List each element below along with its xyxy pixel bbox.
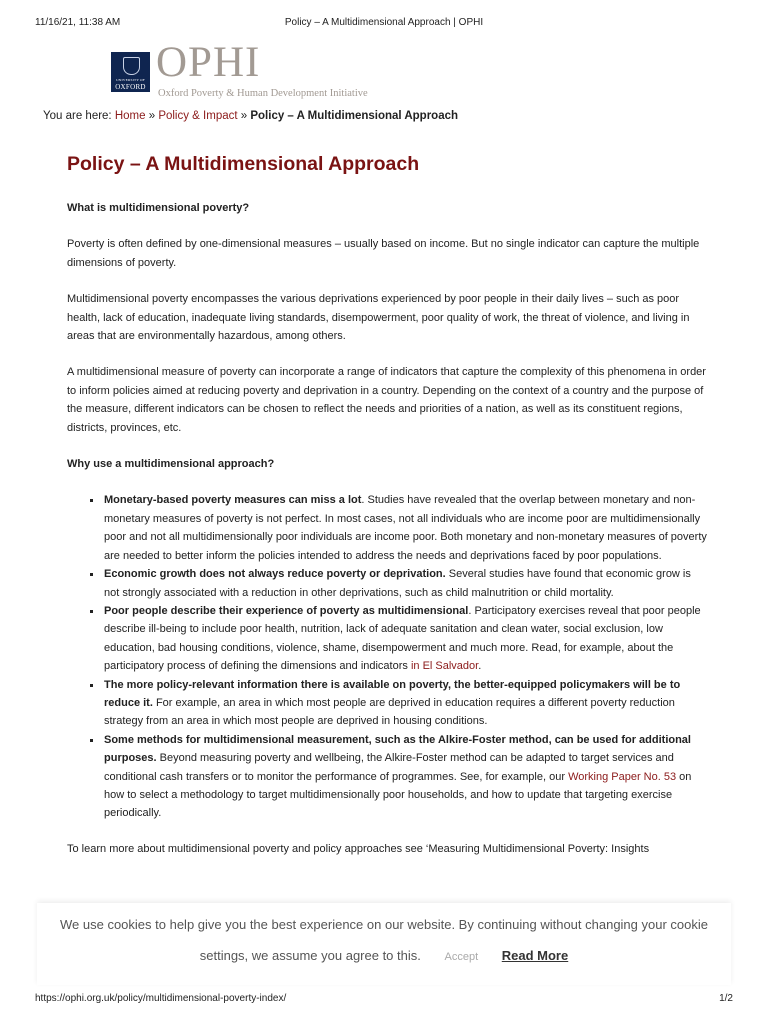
paragraph-deprivations: Multidimensional poverty encompasses the various deprivations experienced by poor people in their daily lives – such as poor health, lack of education, inadequate living standards, disempowerment, poor quality of work, the threat of violence, and living in areas that are environmentally hazardous, among others. (67, 293, 690, 343)
list-item-bold: Economic growth does not always reduce poverty or deprivation. (104, 568, 446, 581)
breadcrumb (43, 110, 458, 122)
paragraph-measure: A multidimensional measure of poverty can incorporate a range of indicators that capture the complexity of this phenomena in order to inform policies aimed at reducing poverty and deprivation in a country. Depending on the context of a country and the purpose of the measure, different indicators can be chosen to reflect the needs and priorities of a nation, as well as its constituent regions, districts, provinces, etc. (67, 366, 706, 434)
breadcrumb-prefix: You are here: (43, 110, 115, 122)
oxford-university-line: UNIVERSITY OF (116, 78, 145, 82)
list-item (104, 602, 707, 676)
section-heading-why: Why use a multidimensional approach? (67, 458, 275, 471)
list-item (104, 676, 707, 731)
site-logo[interactable] (111, 39, 411, 105)
list-item (104, 731, 707, 823)
page-title: Policy – A Multidimensional Approach (67, 153, 420, 175)
breadcrumb-section-link[interactable]: Policy & Impact (158, 110, 238, 122)
bullet-icon (90, 684, 93, 687)
list-item-text: Beyond measuring poverty and wellbeing, the Alkire-Foster method can be adapted to target services and conditional cash transfers or to monitor the performance of programmes. See, for example, our (104, 752, 674, 783)
bullet-icon (90, 610, 93, 613)
print-footer (35, 993, 733, 1007)
cookie-banner (37, 903, 731, 985)
paragraph-learn-more: To learn more about multidimensional poverty and policy approaches see ‘Measuring Multidimensional Poverty: Insights (67, 842, 650, 855)
list-item-bold: Monetary-based poverty measures can miss a lot (104, 494, 362, 507)
cookie-read-more-link[interactable]: Read More (501, 948, 569, 963)
breadcrumb-separator: » (237, 110, 251, 122)
list-item-bold: The more policy-relevant information there is available on poverty, the better-equipped policymakers will be to reduce it. (104, 678, 681, 709)
oxford-wordmark: OXFORD (115, 83, 146, 91)
print-timestamp: 11/16/21, 11:38 AM (35, 17, 121, 28)
list-item-text: . Participatory exercises reveal that poor people describe ill-being to include poor health, nutrition, lack of adequate sanitation and clean water, social exclusion, low education, bad housing conditions, violence, shame, disempowerment and much more. Read, for example, about the participatory process of defining the dimensions and indicators (104, 604, 701, 673)
breadcrumb-current: Policy – A Multidimensional Approach (250, 110, 459, 122)
list-item-text-after: . (478, 660, 482, 673)
print-url: https://ophi.org.uk/policy/multidimensional-poverty-index/ (35, 993, 287, 1004)
ophi-wordmark: OPHI (156, 39, 261, 86)
oxford-logo (111, 52, 150, 92)
cookie-message: We use cookies to help give you the best experience on our website. By continuing without changing your cookie (60, 917, 708, 932)
oxford-crest-icon (123, 57, 140, 75)
cookie-accept-button[interactable]: Accept (444, 951, 479, 963)
section-heading-what: What is multidimensional poverty? (67, 202, 250, 214)
list-item-bold: Poor people describe their experience of poverty as multidimensional (104, 604, 469, 617)
list-item-text: For example, an area in which most people are deprived in education requires a different poverty reduction strategy from an area in which most people are deprived in housing conditions. (104, 696, 675, 728)
list-item (104, 491, 707, 565)
print-header (35, 17, 733, 31)
list-item-bold: Some methods for multidimensional measurement, such as the Alkire-Foster method, can be used for additional purposes. (104, 733, 691, 765)
list-item-text: Several studies have found that economic grow is not strongly associated with a reduction in other deprivations, such as child malnutrition or child mortality. (104, 568, 691, 599)
list-item-text-after: on how to select a methodology to target multidimensionally poor households, and how to update that targeting exercise periodically. (104, 770, 692, 820)
breadcrumb-separator: » (145, 110, 159, 122)
cookie-message-line2: settings, we assume you agree to this. (199, 948, 421, 963)
bullet-icon (90, 739, 93, 742)
print-page-title: Policy – A Multidimensional Approach | OPHI (284, 17, 484, 28)
list-item-text: . Studies have revealed that the overlap between monetary and non-monetary measures of poverty is not perfect. In most cases, not all individuals who are income poor are multidimensionally poor and not all multidimensionally poor individuals are income poor. Both monetary and non-monetary measures of poverty are needed to better inform the policies intended to address the needs and deprivations faced by poor populations. (104, 494, 707, 562)
breadcrumb-home-link[interactable]: Home (114, 110, 146, 122)
article-content (67, 152, 707, 858)
bullet-icon (90, 573, 93, 576)
working-paper-link[interactable]: Working Paper No. 53 (568, 770, 677, 783)
list-item (104, 565, 707, 602)
print-page-number: 1/2 (719, 993, 733, 1004)
ophi-subtitle: Oxford Poverty & Human Development Initiative (158, 88, 368, 99)
paragraph-definition: Poverty is often defined by one-dimensional measures – usually based on income. But no single indicator can capture the multiple dimensions of poverty. (67, 238, 700, 269)
bullet-icon (90, 499, 93, 502)
reasons-list (67, 491, 707, 822)
cookie-actions-row (37, 948, 731, 963)
el-salvador-link[interactable]: in El Salvador (410, 660, 479, 673)
